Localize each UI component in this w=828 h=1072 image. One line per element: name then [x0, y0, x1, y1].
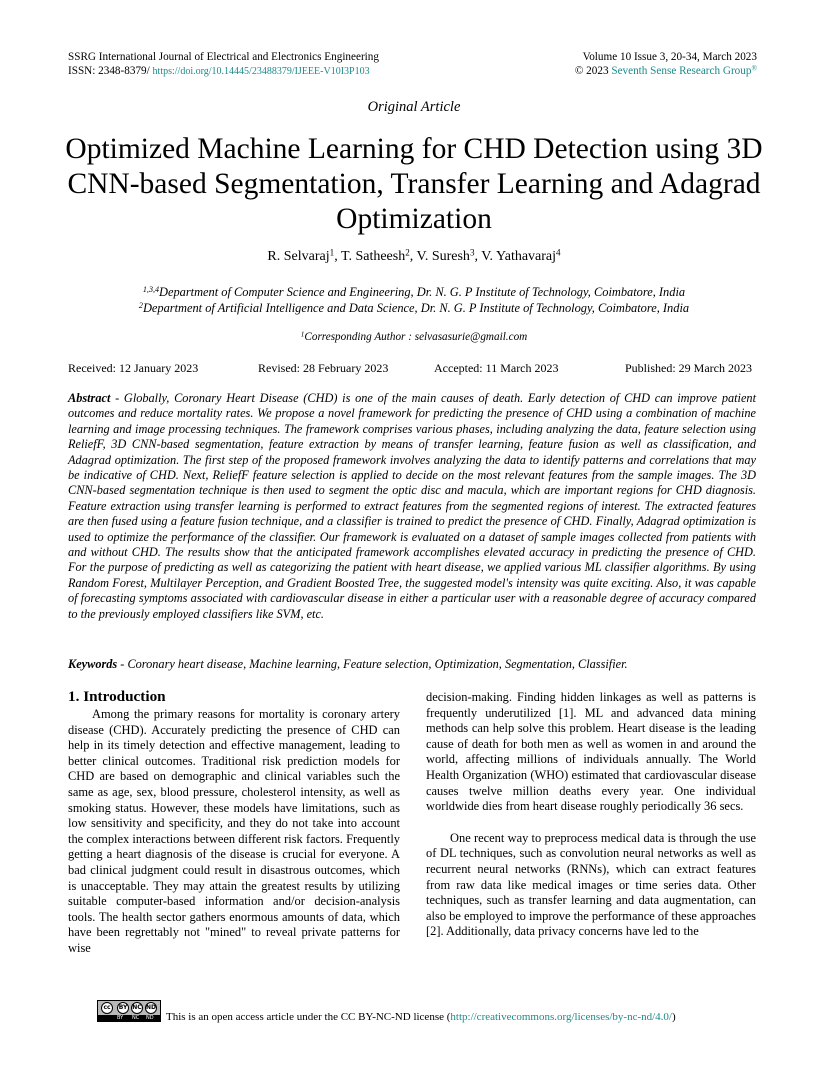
keywords: [68, 657, 756, 672]
nc-icon: NC: [131, 1002, 143, 1014]
intro-paragraph-3: One recent way to preprocess medical data is through the use of DL techniques, such as convolution neural networks as well as recurrent neural networks (RNNs), which can extract features from raw data like medical images or time series data. Other techniques, such as transfer learning and data augmentation, can also be employed to improve the performance of these approaches [2]. Additionally, data privacy concerns have led to the: [426, 830, 756, 939]
doi-link[interactable]: https://doi.org/10.14445/23488379/IJEEE-V10I3P103: [152, 66, 370, 77]
license-close: ): [672, 1011, 676, 1023]
corresponding-sup: 1: [300, 330, 305, 339]
received-date: Received: 12 January 2023: [68, 361, 199, 375]
corresponding-author: [0, 331, 828, 343]
license-statement: This is an open access article under the CC BY-NC-ND license (: [166, 1011, 451, 1023]
issn: ISSN: 2348-8379/: [68, 65, 150, 77]
author-sup: 3: [469, 247, 475, 258]
journal-header: [68, 50, 379, 79]
badge-nc-label: NC: [132, 1015, 140, 1021]
author: R. Selvaraj: [267, 249, 330, 264]
affiliation: [0, 284, 828, 300]
left-column: [68, 688, 400, 957]
paper-title: Optimized Machine Learning for CHD Detection using 3D CNN-based Segmentation, Transfer Learning and Adagrad Optimization: [65, 133, 763, 235]
author-sup: 4: [556, 247, 561, 258]
section-heading: 1. Introduction: [68, 688, 166, 705]
author: V. Suresh: [416, 249, 470, 264]
intro-paragraph-1: Among the primary reasons for mortality is coronary artery disease (CHD). Accurately predicting the presence of CHD can help in its timely detection and effective management, leading to better clinical outcomes. Traditional risk prediction models for CHD are based on demographic and clinical variables such the same as age, sex, blood pressure, cholesterol intensity, as well as smoking status. However, these models have limitations, such as low sensitivity and specificity, and they do not take into account the complex interactions between different risk factors. Frequently getting a heart diagnosis of the disease is crucial for everyone. A bad clinical judgment could result in disastrous outcomes, which is unacceptable. They may attain the greatest results by utilizing suitable computer-based information and/or decision-analysis tools. The health sector gathers enormous amounts of data, which have been regrettably not "mined" to reveal private patterns for wise: [68, 707, 400, 955]
registered-mark: ®: [751, 64, 757, 73]
affiliations: [0, 284, 828, 316]
revised-date: Revised: 28 February 2023: [258, 361, 389, 375]
author-list: R. Selvaraj$^1$, T. Satheesh$^2$, V. Suresh$^3$, V. Yathavaraj$^4$: [267, 247, 561, 264]
author-sup: 2: [405, 247, 410, 258]
volume-info: Volume 10 Issue 3, 20-34, March 2023: [582, 51, 757, 63]
right-column: [426, 690, 756, 940]
affiliation-text: Department of Artificial Intelligence and Data Science, Dr. N. G. P Institute of Technology, Coimbatore, India: [142, 301, 690, 315]
affiliation-sup: 2: [138, 300, 143, 310]
article-type: Original Article: [367, 99, 461, 115]
journal-name: SSRG International Journal of Electrical and Electronics Engineering: [68, 51, 379, 63]
volume-header: [575, 50, 757, 78]
issn-line: [68, 64, 379, 79]
by-icon: BY: [117, 1002, 129, 1014]
license-text: [166, 1011, 676, 1023]
cc-license-badge[interactable]: [97, 1000, 161, 1022]
accepted-date: Accepted: 11 March 2023: [434, 361, 559, 375]
author: V. Yathavaraj: [481, 249, 557, 264]
published-date: Published: 29 March 2023: [625, 361, 752, 375]
author: T. Satheesh: [340, 249, 406, 264]
cc-icon: cc: [101, 1002, 113, 1014]
author-sup: 1: [329, 247, 335, 258]
abstract: [68, 391, 756, 622]
keywords-text: - Coronary heart disease, Machine learning, Feature selection, Optimization, Segmentation, Classifier.: [117, 657, 628, 671]
abstract-label: Abstract: [68, 391, 111, 405]
copyright-year: © 2023: [574, 65, 609, 77]
copyright-line: [575, 64, 757, 78]
abstract-text: - Globally, Coronary Heart Disease (CHD) is one of the main causes of death. Early detection of CHD can improve patient outcomes and reduce mortality rates. We propose a novel framework for predicting the presence of CHD using a combination of machine learning and image processing techniques. The framework comprises various phases, including analyzing the data, feature selection using ReliefF, 3D CNN-based segmentation, feature extraction by means of transfer learning, feature fusion as well as classification, and Adagrad optimization. The first step of the proposed framework involves analyzing the data to identify patterns and correlations that may be indicative of CHD. Next, ReliefF feature selection is applied to decide on the most relevant features from the sample images. The 3D CNN-based segmentation technique is then used to segment the optic disc and macula, which are important regions for CHD diagnosis. Feature extraction using transfer learning is performed to extract features from the segmented regions of interest. The extracted features are then fused using a feature fusion technique, and a classifier is trained to predict the presence of CHD. Finally, Adagrad optimization is used to optimize the performance of the classifier. Our framework is evaluated on a dataset of sample images collected from patients with and without CHD. The results show that the anticipated framework accomplishes elevated accuracy in predicting the presence of CHD. For the purpose of predicting as well as categorizing the patient with heart disease, we applied various ML classifier algorithms. By using Random Forest, Multilayer Perception, and Gradient Boosted Tree, the suggested model's intensity was quite exciting. Also, it was capable of forecasting symptoms associated with cardiovascular disease in either a particular user with a reasonable degree of accuracy compared to the previously employed classifiers like SVM, etc.: [68, 391, 756, 621]
license-link[interactable]: http://creativecommons.org/licenses/by-nc-nd/4.0/: [450, 1011, 672, 1023]
badge-nd-label: ND: [146, 1015, 154, 1021]
affiliation-sup: 1,3,4: [142, 284, 159, 294]
keywords-label: Keywords: [68, 657, 118, 671]
publisher-link[interactable]: Seventh Sense Research Group: [611, 65, 752, 77]
intro-paragraph-2: decision-making. Finding hidden linkages as well as patterns is frequently underutilized [1]. ML and advanced data mining methods can help solve this problem. Heart disease is the leading cause of death for both men as well as women in and around the world, affecting millions of individuals annually. The World Health Organization (WHO) estimated that cardiovascular disease causes twelve million deaths every year. One individual worldwide dies from heart disease roughly periodically 36 secs.: [426, 690, 756, 814]
badge-by-label: BY: [117, 1015, 124, 1021]
corresponding-text: Corresponding Author : selvasasurie@gmail.com: [304, 331, 528, 343]
nd-icon: ND: [145, 1002, 157, 1014]
affiliation: [0, 300, 828, 316]
affiliation-text: Department of Computer Science and Engineering, Dr. N. G. P Institute of Technology, Coimbatore, India: [159, 285, 686, 299]
